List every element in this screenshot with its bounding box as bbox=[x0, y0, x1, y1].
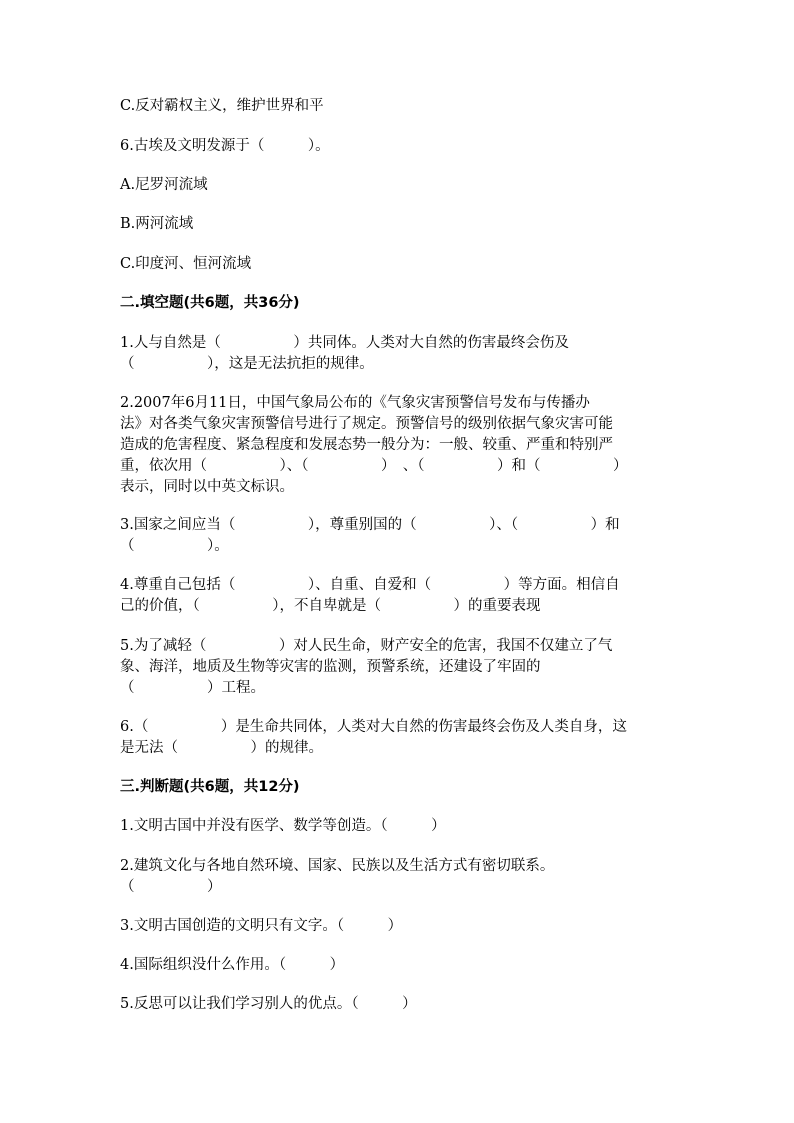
tf-q5: 5.反思可以让我们学习别人的优点。（ ） bbox=[120, 996, 417, 1012]
tf-q2-line2: （ ） bbox=[120, 879, 222, 895]
q5-option-c: C.反对霸权主义，维护世界和平 bbox=[120, 98, 324, 114]
fill-q1-line2: （ ），这是无法抗拒的规律。 bbox=[120, 356, 374, 372]
fill-q6-line2: 是无法（ ）的规律。 bbox=[120, 740, 323, 756]
fill-q3-line1: 3.国家之间应当（ ），尊重别国的（ ）、（ ）和 bbox=[120, 517, 620, 533]
fill-q4-line2: 己的价值，（ ），不自卑就是（ ）的重要表现 bbox=[120, 598, 541, 614]
q6-option-c: C.印度河、恒河流域 bbox=[120, 256, 252, 272]
fill-q3-line2: （ ）。 bbox=[120, 538, 229, 554]
fill-q2-line5: 表示，同时以中英文标识。 bbox=[120, 479, 294, 495]
fill-q2-line3: 造成的危害程度、紧急程度和发展态势一般分为：一般、较重、严重和特别严 bbox=[120, 437, 613, 453]
q6-stem: 6.古埃及文明发源于（ ）。 bbox=[120, 138, 330, 154]
fill-q1-line1: 1.人与自然是（ ）共同体。人类对大自然的伤害最终会伤及 bbox=[120, 335, 569, 351]
q6-option-a: A.尼罗河流域 bbox=[120, 177, 208, 193]
tf-q3: 3.文明古国创造的文明只有文字。（ ） bbox=[120, 918, 403, 934]
fill-q6-line1: 6.（ ）是生命共同体，人类对大自然的伤害最终会伤及人类自身，这 bbox=[120, 719, 627, 735]
tf-q4: 4.国际组织没什么作用。（ ） bbox=[120, 957, 345, 973]
q6-option-b: B.两河流域 bbox=[120, 216, 194, 232]
section-3-heading: 三.判断题(共6题，共12分) bbox=[120, 779, 300, 795]
section-2-heading: 二.填空题(共6题，共36分) bbox=[120, 295, 300, 311]
fill-q4-line1: 4.尊重自己包括（ ）、自重、自爱和（ ）等方面。相信自 bbox=[120, 577, 620, 593]
fill-q2-line2: 法》对各类气象灾害预警信号进行了规定。预警信号的级别依据气象灾害可能 bbox=[120, 416, 613, 432]
fill-q5-line1: 5.为了减轻（ ）对人民生命，财产安全的危害，我国不仅建立了气 bbox=[120, 638, 613, 654]
tf-q1: 1.文明古国中并没有医学、数学等创造。（ ） bbox=[120, 818, 446, 834]
fill-q2-line4: 重，依次用（ ）、（ ） 、（ ）和（ ） bbox=[120, 458, 628, 474]
fill-q5-line3: （ ）工程。 bbox=[120, 680, 265, 696]
fill-q2-line1: 2.2007年6月11日，中国气象局公布的《气象灾害预警信号发布与传播办 bbox=[120, 395, 590, 411]
fill-q5-line2: 象、海洋，地质及生物等灾害的监测，预警系统，还建设了牢固的 bbox=[120, 659, 541, 675]
tf-q2-line1: 2.建筑文化与各地自然环境、国家、民族以及生活方式有密切联系。 bbox=[120, 858, 555, 874]
